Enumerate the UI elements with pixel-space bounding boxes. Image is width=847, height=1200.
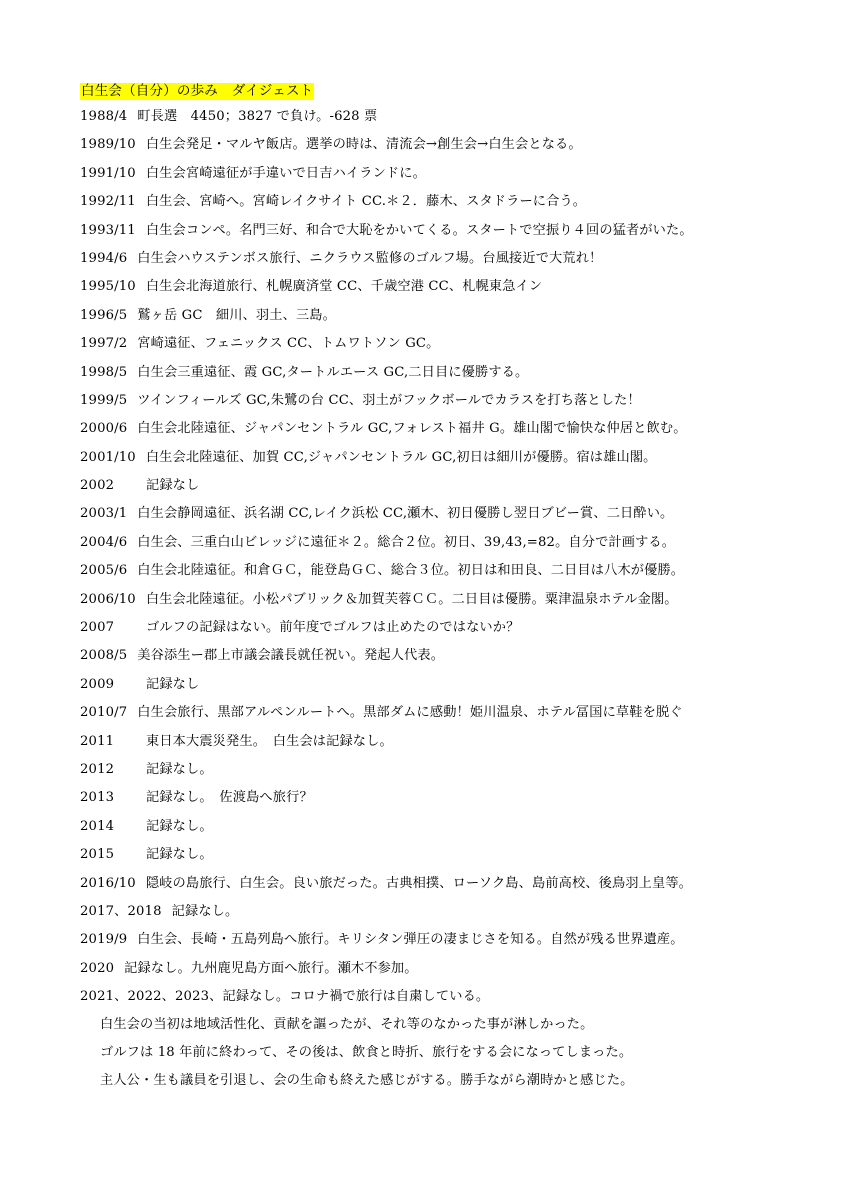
entry-text: ゴルフの記録はない。前年度でゴルフは止めたのではないか？ [146,620,520,636]
timeline-list [80,107,820,1016]
timeline-entry [80,277,820,305]
entry-text: 白生会コンペ。名門三好、和合で大恥をかいてくる。スタートで空振り４回の猛者がいた。 [145,222,693,238]
timeline-entry [80,817,820,845]
entry-year: 1996/5 [80,307,128,323]
entry-text: 白生会北陸遠征、加賀 CC,ジャパンセントラル GC,初日は細川が優勝。宿は雄山閣。 [145,449,657,465]
entry-year: 2014 [80,818,115,834]
entry-text: 記録なし。 [146,761,213,777]
entry-text: 鷲ヶ岳 GC 細川、羽土、三島。 [137,307,336,323]
closing-notes [80,1015,820,1100]
entry-year: 1989/10 [80,137,136,153]
timeline-entry [80,334,820,362]
entry-text: 町長選 4450；3827 で負け。-628 票 [137,109,378,124]
entry-text: 白生会北陸遠征。和倉ＧＣ，能登島ＧＣ、総合３位。初日は和田良、二日目は八木が優勝。 [137,563,685,579]
timeline-entry [80,874,820,902]
entry-year: 2004/6 [80,534,128,550]
entry-year: 1994/6 [80,250,128,266]
timeline-entry [80,930,820,958]
entry-text: 記録なし。 佐渡島へ旅行？ [146,790,313,806]
entry-year: 1998/5 [80,364,128,380]
entry-year: 2016/10 [80,875,136,891]
entry-year: 2010/7 [80,705,128,721]
entry-text: 白生会宮崎遠征が手違いで日吉ハイランドに。 [145,165,426,181]
timeline-entry [80,959,820,987]
document-title: 白生会（自分）の歩み ダイジェスト [81,83,314,99]
entry-year: 2006/10 [80,591,136,607]
entry-text: 白生会ハウステンボス旅行、ニクラウス監修のゴルフ場。台風接近で大荒れ！ [137,250,603,266]
timeline-entry [80,391,820,419]
timeline-entry [80,306,820,334]
timeline-entry [80,448,820,476]
entry-year: 2009 [80,676,115,692]
timeline-entry [80,703,820,731]
timeline-entry [80,760,820,788]
note-paragraph: ゴルフは 18 年前に終わって、その後は、飲食と時折、旅行をする会になってしまった。 [100,1044,633,1060]
document-page [80,80,820,1100]
entry-year: 1992/11 [80,194,136,210]
entry-text: 白生会北海道旅行、札幌廣済堂 CC、千歳空港 CC、札幌東急イン [145,279,543,295]
entry-year: 2021、2022、2023、 [80,989,223,1005]
entry-year: 2003/1 [80,506,128,522]
timeline-entry [80,618,820,646]
timeline-entry [80,135,820,163]
entry-text: 白生会北陸遠征、ジャパンセントラル GC,フォレスト福井 G。雄山閣で愉快な仲居と飲む。 [137,421,687,437]
entry-text: 記録なし。 [146,847,213,863]
entry-text: 東日本大震災発生。 白生会は記録なし。 [146,733,393,749]
entry-text: 白生会、宮崎へ。宮崎レイクサイト CC.＊２．藤木、スタドラーに合う。 [145,194,587,210]
entry-year: 2011 [80,733,115,749]
entry-text: 白生会静岡遠征、浜名湖 CC,レイク浜松 CC,瀬木、初日優勝し翌日ブビー賞、二日酔い。 [137,506,674,522]
entry-text: 白生会、長崎・五島列島へ旅行。キリシタン弾圧の凄まじさを知る。自然が残る世界遺産。 [137,932,684,948]
timeline-entry [80,902,820,930]
timeline-entry [80,561,820,589]
entry-year: 2007 [80,620,115,636]
entry-text: 白生会、三重白山ビレッジに遠征＊２。総合２位。初日、39,43,=82。自分で計画する。 [137,534,676,550]
entry-text: 白生会旅行、黒部アルペンルートへ。黒部ダムに感動！姫川温泉、ホテル冨国に草鞋を脱ぐ [137,705,683,721]
entry-text: 記録なし。九州鹿児島方面へ旅行。瀬木不参加。 [124,960,418,976]
timeline-entry [80,732,820,760]
timeline-entry [80,419,820,447]
entry-text: 記録なし。 [146,818,213,834]
entry-text: 記録なし。コロナ禍で旅行は自粛している。 [222,989,490,1005]
entry-text: 記録なし [146,676,200,692]
timeline-entry [80,476,820,504]
note-paragraph: 白生会の当初は地域活性化、貢献を謳ったが、それ等のなかった事が淋しかった。 [100,1016,594,1032]
timeline-entry [80,675,820,703]
entry-year: 2002 [80,478,115,494]
entry-year: 2015 [80,847,115,863]
timeline-entry [80,107,820,135]
entry-text: 宮崎遠征、フェニックス CC、トムワトソン GC。 [137,336,440,352]
entry-year: 2008/5 [80,648,128,664]
timeline-entry [80,533,820,561]
entry-year: 1995/10 [80,279,136,295]
entry-year: 2017、2018 [80,903,162,919]
entry-text: 隠岐の島旅行、白生会。良い旅だった。古典相撲、ローソク島、島前高校、後鳥羽上皇等。 [145,875,693,891]
timeline-entry [80,504,820,532]
timeline-entry [80,221,820,249]
entry-text: ツインフィールズ GC,朱鷺の台 CC、羽土がフックボールでカラスを打ち落とした！ [137,392,641,408]
timeline-entry [80,987,820,1015]
timeline-entry [80,164,820,192]
entry-text: 記録なし [146,478,200,494]
timeline-entry [80,590,820,618]
entry-year: 2019/9 [80,932,128,948]
timeline-entry [80,192,820,220]
timeline-entry [80,788,820,816]
entry-text: 記録なし。 [171,903,239,919]
timeline-entry [80,845,820,873]
entry-year: 2005/6 [80,563,128,579]
entry-year: 2020 [80,960,115,976]
timeline-entry [80,249,820,277]
timeline-entry [80,646,820,674]
entry-year: 2000/6 [80,421,128,437]
timeline-entry [80,363,820,391]
entry-year: 2001/10 [80,449,136,465]
entry-text: 白生会発足・マルヤ飯店。選挙の時は、清流会→創生会→白生会となる。 [145,137,582,153]
entry-year: 1991/10 [80,165,136,181]
entry-year: 1999/5 [80,392,128,408]
entry-year: 1988/4 [80,109,128,124]
entry-year: 1997/2 [80,336,128,352]
entry-year: 2013 [80,790,115,806]
entry-year: 1993/11 [80,222,136,238]
entry-year: 2012 [80,761,115,777]
entry-text: 白生会北陸遠征。小松パブリック＆加賀芙蓉ＣＣ。二日目は優勝。粟津温泉ホテル金閣。 [145,591,678,607]
entry-text: 美谷添生ー郡上市議会議長就任祝い。発起人代表。 [137,648,445,664]
entry-text: 白生会三重遠征、霞 GC,タートルエース GC,二日目に優勝する。 [137,364,529,380]
note-paragraph: 主人公・生も議員を引退し、会の生命も終えた感じがする。勝手ながら潮時かと感じた。 [100,1073,634,1089]
